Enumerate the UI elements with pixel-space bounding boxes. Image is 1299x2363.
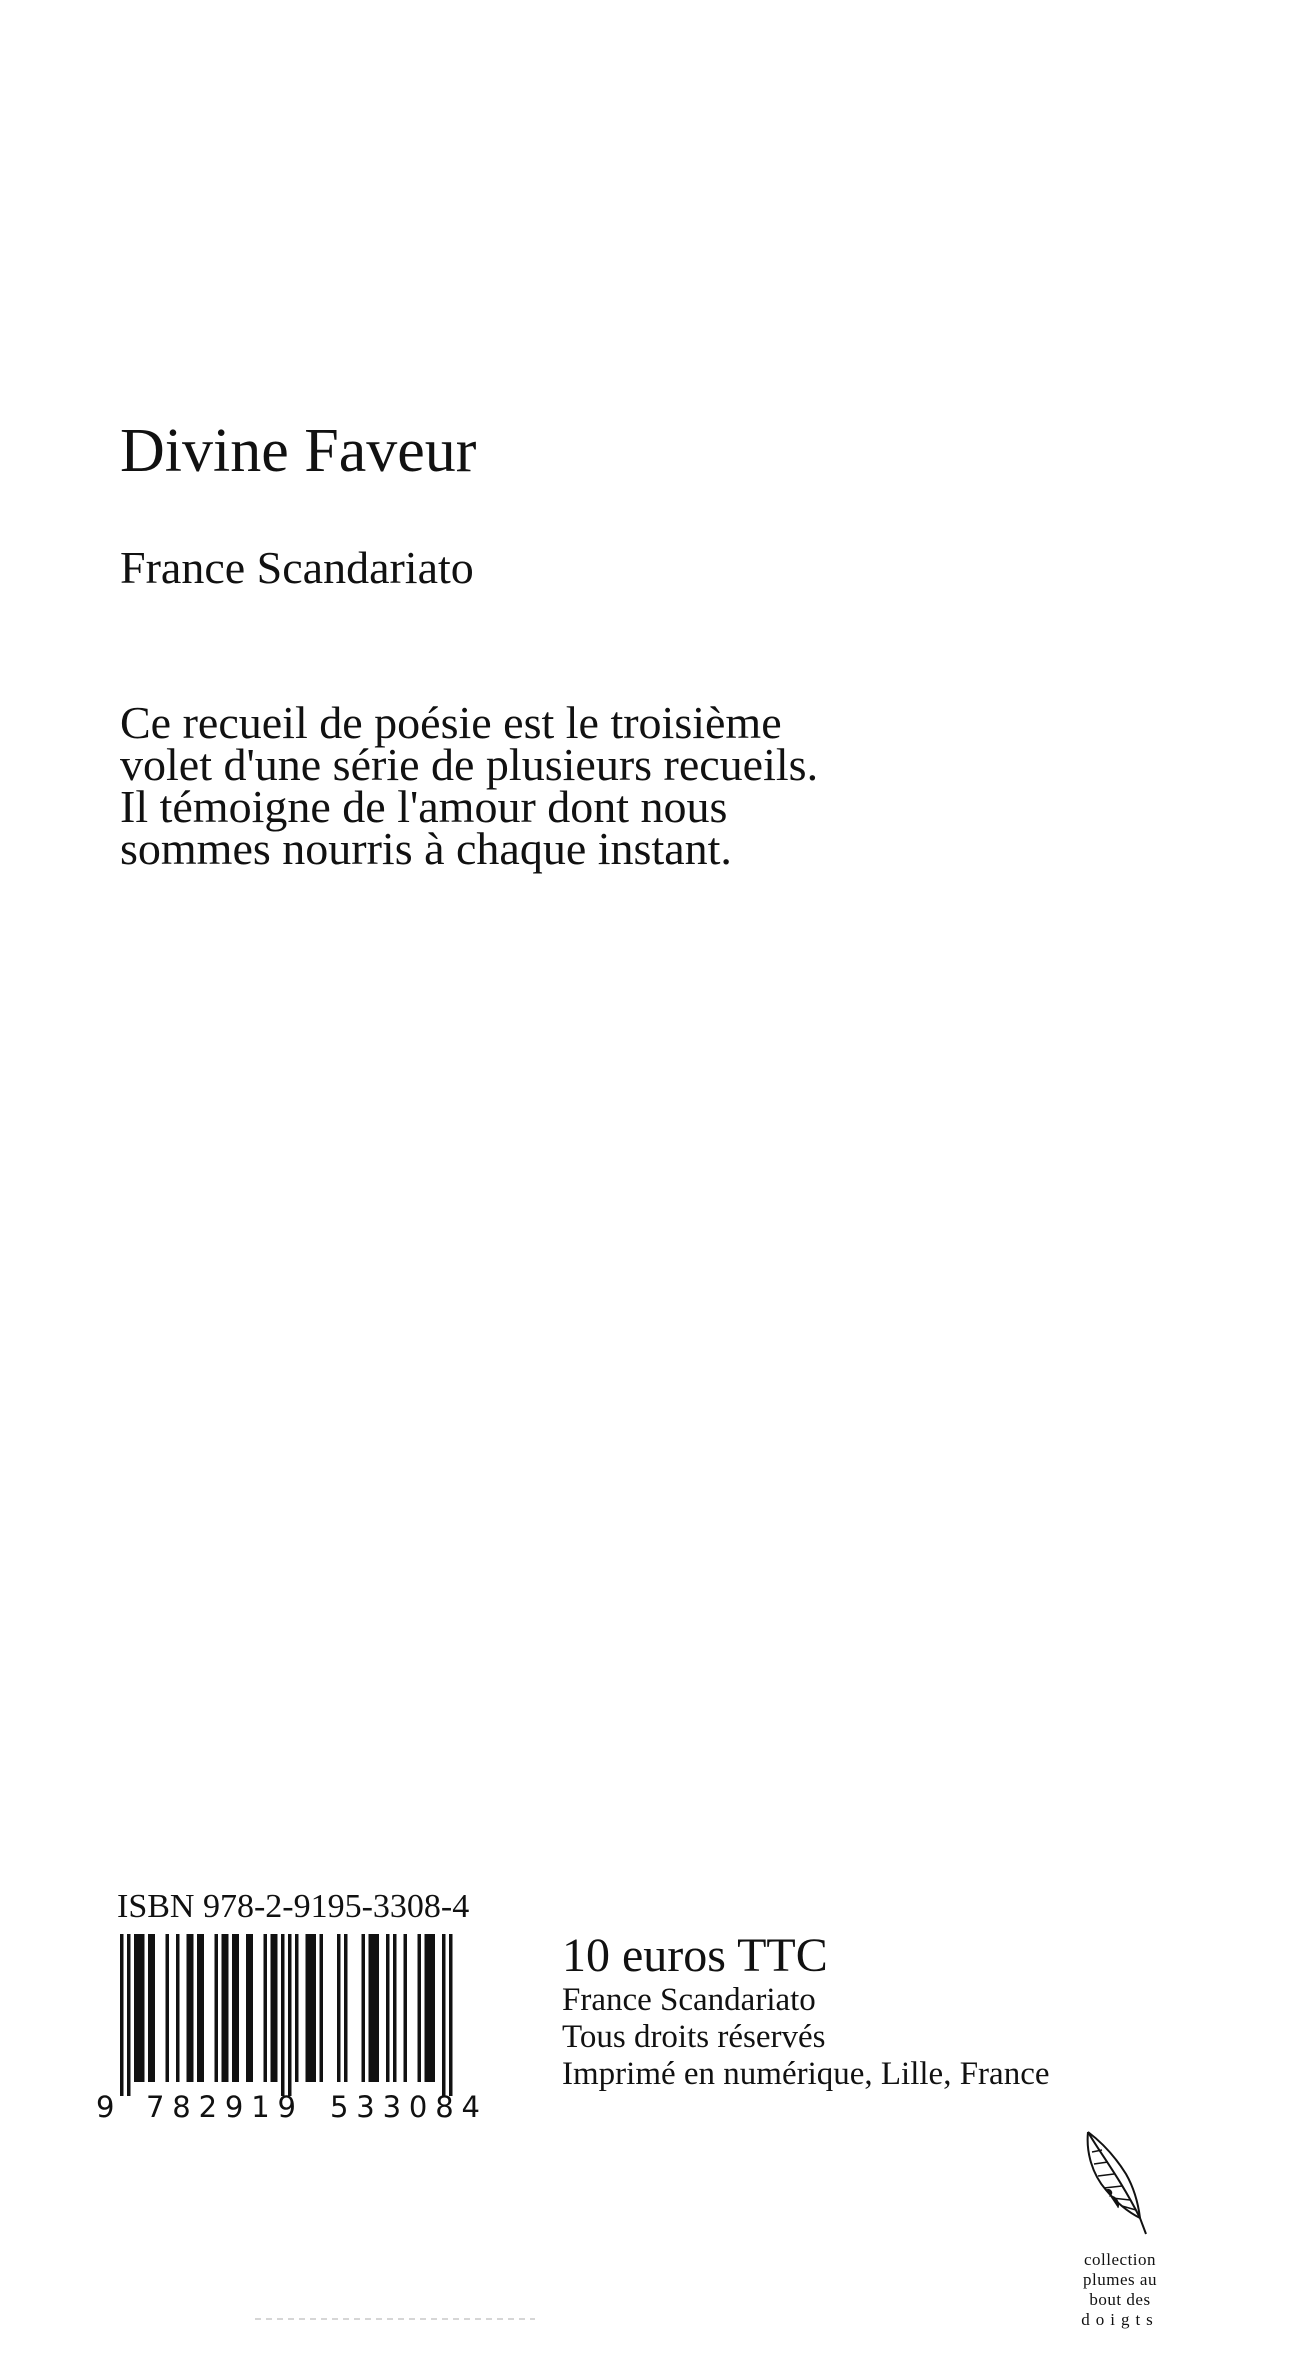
barcode-bar (264, 1934, 268, 2082)
barcode-bar (215, 1934, 219, 2082)
blurb-line: volet d'une série de plusieurs recueils. (120, 739, 819, 790)
collection-line: collection (1083, 2250, 1157, 2269)
barcode-bar (306, 1934, 310, 2082)
barcode-guard-bar (120, 1934, 124, 2096)
barcode-bar (313, 1934, 317, 2082)
barcode-bar (250, 1934, 254, 2082)
publication-info (562, 1930, 1050, 2093)
barcode-bar (274, 1934, 278, 2082)
barcode-bar (376, 1934, 380, 2082)
barcode-guard-bar (127, 1934, 131, 2096)
collection-line: bout des (1089, 2290, 1151, 2309)
price-label: 10 euros TTC (562, 1929, 828, 1982)
barcode-bar (372, 1934, 376, 2082)
barcode-bar (344, 1934, 348, 2082)
barcode-bars (120, 1934, 453, 2096)
barcode-guard-bar (281, 1934, 285, 2096)
barcode-bar (271, 1934, 275, 2082)
book-blurb (120, 697, 1120, 874)
barcode-bar (393, 1934, 397, 2082)
blurb-line: Ce recueil de poésie est le troisième (120, 697, 782, 748)
barcode-bar (236, 1934, 240, 2082)
barcode-bar (148, 1934, 152, 2082)
book-title: Divine Faveur (120, 417, 477, 485)
barcode-bar (369, 1934, 373, 2082)
barcode-bar (295, 1934, 299, 2082)
barcode-bar (134, 1934, 138, 2082)
barcode-bar (190, 1934, 194, 2082)
rights-line: Tous droits réservés (562, 2019, 826, 2055)
barcode-bar (337, 1934, 341, 2082)
barcode-bar (166, 1934, 170, 2082)
blurb-line: sommes nourris à chaque instant. (120, 823, 732, 874)
faint-print-mark (255, 2318, 535, 2320)
collection-line: plumes au (1083, 2270, 1157, 2289)
barcode-graphic (80, 1932, 500, 2122)
isbn-barcode (80, 1932, 500, 2122)
barcode-guard-bar (288, 1934, 292, 2096)
barcode-first-digit: 9 (96, 2090, 115, 2122)
feather-icon (1080, 2130, 1160, 2240)
barcode-bar (152, 1934, 156, 2082)
barcode-left-digits: 782919 (146, 2090, 296, 2122)
barcode-bar (232, 1934, 236, 2082)
blurb-line: Il témoigne de l'amour dont nous (120, 781, 728, 832)
barcode-bar (138, 1934, 142, 2082)
isbn-label: ISBN 978-2-9195-3308-4 (117, 1888, 470, 1925)
barcode-bar (428, 1934, 432, 2082)
collection-line: doigts (1081, 2310, 1159, 2329)
publisher-line: France Scandariato (562, 1982, 816, 2018)
collection-name (1060, 2250, 1180, 2330)
barcode-bar (425, 1934, 429, 2082)
barcode-bar (362, 1934, 366, 2082)
book-author: France Scandariato (120, 542, 474, 593)
barcode-bar (432, 1934, 436, 2082)
barcode-bar (197, 1934, 201, 2082)
barcode-bar (418, 1934, 422, 2082)
barcode-bar (320, 1934, 324, 2082)
barcode-bar (222, 1934, 226, 2082)
barcode-bar (225, 1934, 229, 2082)
barcode-bar (404, 1934, 408, 2082)
barcode-bar (386, 1934, 390, 2082)
barcode-bar (176, 1934, 180, 2082)
barcode-bar (187, 1934, 191, 2082)
barcode-right-digits: 533084 (330, 2090, 480, 2122)
barcode-bar (309, 1934, 313, 2082)
printing-line: Imprimé en numérique, Lille, France (562, 2056, 1050, 2092)
barcode-guard-bar (449, 1934, 453, 2096)
collection-logo (1060, 2130, 1180, 2330)
barcode-bar (141, 1934, 145, 2082)
barcode-bar (246, 1934, 250, 2082)
barcode-guard-bar (442, 1934, 446, 2096)
barcode-bar (201, 1934, 205, 2082)
